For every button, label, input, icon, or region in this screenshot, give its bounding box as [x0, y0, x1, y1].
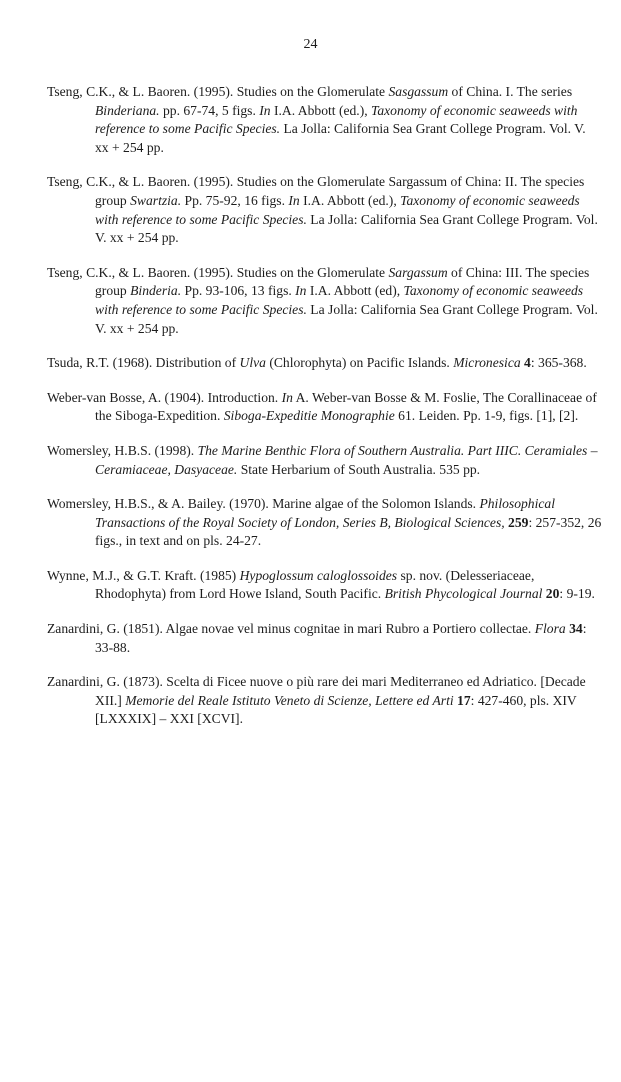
reference-entry-tsuda-1968: [47, 354, 602, 373]
reference-text-segment: : 365-368.: [530, 355, 587, 371]
reference-text-segment: Flora: [534, 621, 566, 637]
reference-text-segment: Taxonomy of economic seaweeds with reference to some Pacific Species.: [95, 192, 580, 227]
reference-text-segment: Tseng, C.K., & L. Baoren. (1995). Studies on the Glomerulate: [47, 264, 389, 280]
reference-entry-womersley-1998: [47, 442, 602, 479]
reference-text-segment: 4: [520, 355, 531, 371]
reference-entry-weber-van-bosse-1904: [47, 389, 602, 426]
reference-text-segment: La Jolla: California Sea Grant College Program. Vol. V. xx + 254 pp.: [95, 121, 586, 155]
reference-text-segment: The Marine Benthic Flora of Southern Australia. Part IIIC. Ceramiales – Ceramiaceae, Dasyaceae.: [95, 442, 598, 477]
reference-text-segment: sp. nov. (Delesseriaceae, Rhodophyta) from Lord Howe Island, South Pacific.: [95, 567, 535, 602]
reference-text-segment: I.A. Abbott (ed.),: [270, 102, 372, 118]
reference-text-segment: Binderiana.: [95, 102, 160, 118]
reference-text-segment: Taxonomy of economic seaweeds with reference to some Pacific Species.: [95, 102, 578, 137]
reference-text-segment: In: [288, 192, 300, 208]
reference-text-segment: Taxonomy of economic seaweeds with reference to some Pacific Species.: [95, 283, 584, 317]
reference-text-segment: I.A. Abbott (ed.),: [299, 192, 401, 208]
reference-text-segment: : 427-460, pls. XIV [LXXXIX] – XXI [XCVI].: [95, 692, 577, 727]
reference-text-segment: of China: III. The species group: [95, 264, 590, 299]
reference-text-segment: Tsuda, R.T. (1968). Distribution of: [47, 355, 240, 371]
reference-text-segment: (Chlorophyta) on Pacific Islands.: [265, 355, 454, 371]
reference-text-segment: : 9-19.: [559, 586, 595, 602]
reference-text-segment: 17: [453, 692, 471, 708]
reference-text-segment: Sasgassum: [388, 84, 449, 99]
reference-text-segment: In: [259, 102, 271, 118]
reference-text-segment: Memorie del Reale Istituto Veneto di Scienze, Lettere ed Arti: [125, 692, 454, 708]
reference-text-segment: Pp. 75-92, 16 figs.: [181, 192, 289, 208]
reference-entry-tseng-1995-iii: [47, 264, 602, 338]
reference-text-segment: La Jolla: California Sea Grant College Program. Vol. V. xx + 254 pp.: [95, 211, 598, 246]
reference-text-segment: Tseng, C.K., & L. Baoren. (1995). Studies on the Glomerulate: [47, 84, 389, 99]
reference-text-segment: Micronesica: [453, 355, 521, 371]
reference-text-segment: State Herbarium of South Australia. 535 pp.: [237, 461, 481, 477]
reference-text-segment: of China. I. The series: [448, 84, 573, 99]
reference-text-segment: Sargassum: [388, 264, 448, 280]
reference-entry-tseng-1995-ii: [47, 173, 602, 247]
reference-text-segment: Wynne, M.J., & G.T. Kraft. (1985): [47, 567, 240, 583]
reference-text-segment: Zanardini, G. (1851). Algae novae vel minus cognitae in mari Rubro a Portiero collectae.: [47, 621, 535, 637]
reference-text-segment: Binderia.: [130, 283, 182, 299]
reference-text-segment: 259: [504, 514, 529, 530]
reference-text-segment: Weber-van Bosse, A. (1904). Introduction.: [47, 389, 282, 405]
reference-text-segment: Siboga-Expeditie Monographie: [223, 408, 395, 424]
reference-text-segment: : 33-88.: [95, 621, 587, 655]
reference-entry-tseng-1995-i: [47, 83, 602, 157]
reference-text-segment: 34: [565, 621, 583, 637]
reference-text-segment: A. Weber-van Bosse & M. Foslie, The Corallinaceae of the Siboga-Expedition.: [95, 389, 597, 424]
reference-text-segment: In: [281, 389, 293, 405]
page-number: 24: [303, 37, 318, 52]
reference-text-segment: Philosophical Transactions of the Royal Society of London, Series B, Biological Sciences,: [95, 496, 555, 530]
reference-text-segment: Tseng, C.K., & L. Baoren. (1995). Studies on the Glomerulate Sargassum of China: II. The species group: [47, 174, 585, 208]
reference-entry-zanardini-1851: [47, 620, 602, 657]
reference-entry-wynne-kraft-1985: [47, 567, 602, 604]
reference-text-segment: 20: [542, 586, 560, 602]
reference-entry-zanardini-1873: [47, 673, 602, 729]
reference-text-segment: pp. 67-74, 5 figs.: [159, 102, 260, 118]
reference-text-segment: I.A. Abbott (ed),: [306, 283, 404, 299]
reference-text-segment: Womersley, H.B.S., & A. Bailey. (1970). Marine algae of the Solomon Islands.: [47, 496, 480, 512]
reference-text-segment: In: [295, 283, 307, 299]
reference-text-segment: Ulva: [239, 355, 266, 371]
reference-text-segment: : 257-352, 26 figs., in text and on pls. 24-27.: [95, 514, 602, 549]
reference-text-segment: Zanardini, G. (1873). Scelta di Ficee nuove o più rare dei mari Mediterraneo ed Adriatico. [Decade XII.]: [47, 674, 586, 708]
reference-text-segment: Hypoglossum caloglossoides: [239, 567, 398, 583]
reference-text-segment: Swartzia.: [130, 192, 182, 208]
reference-text-segment: 61. Leiden. Pp. 1-9, figs. [1], [2].: [394, 408, 579, 424]
reference-text-segment: British Phycological Journal: [384, 586, 543, 602]
reference-list: [47, 83, 602, 745]
reference-entry-womersley-bailey-1970: [47, 495, 602, 551]
reference-text-segment: Womersley, H.B.S. (1998).: [47, 442, 198, 458]
reference-text-segment: Pp. 93-106, 13 figs.: [181, 283, 296, 299]
reference-text-segment: La Jolla: California Sea Grant College Program. Vol. V. xx + 254 pp.: [95, 301, 598, 336]
